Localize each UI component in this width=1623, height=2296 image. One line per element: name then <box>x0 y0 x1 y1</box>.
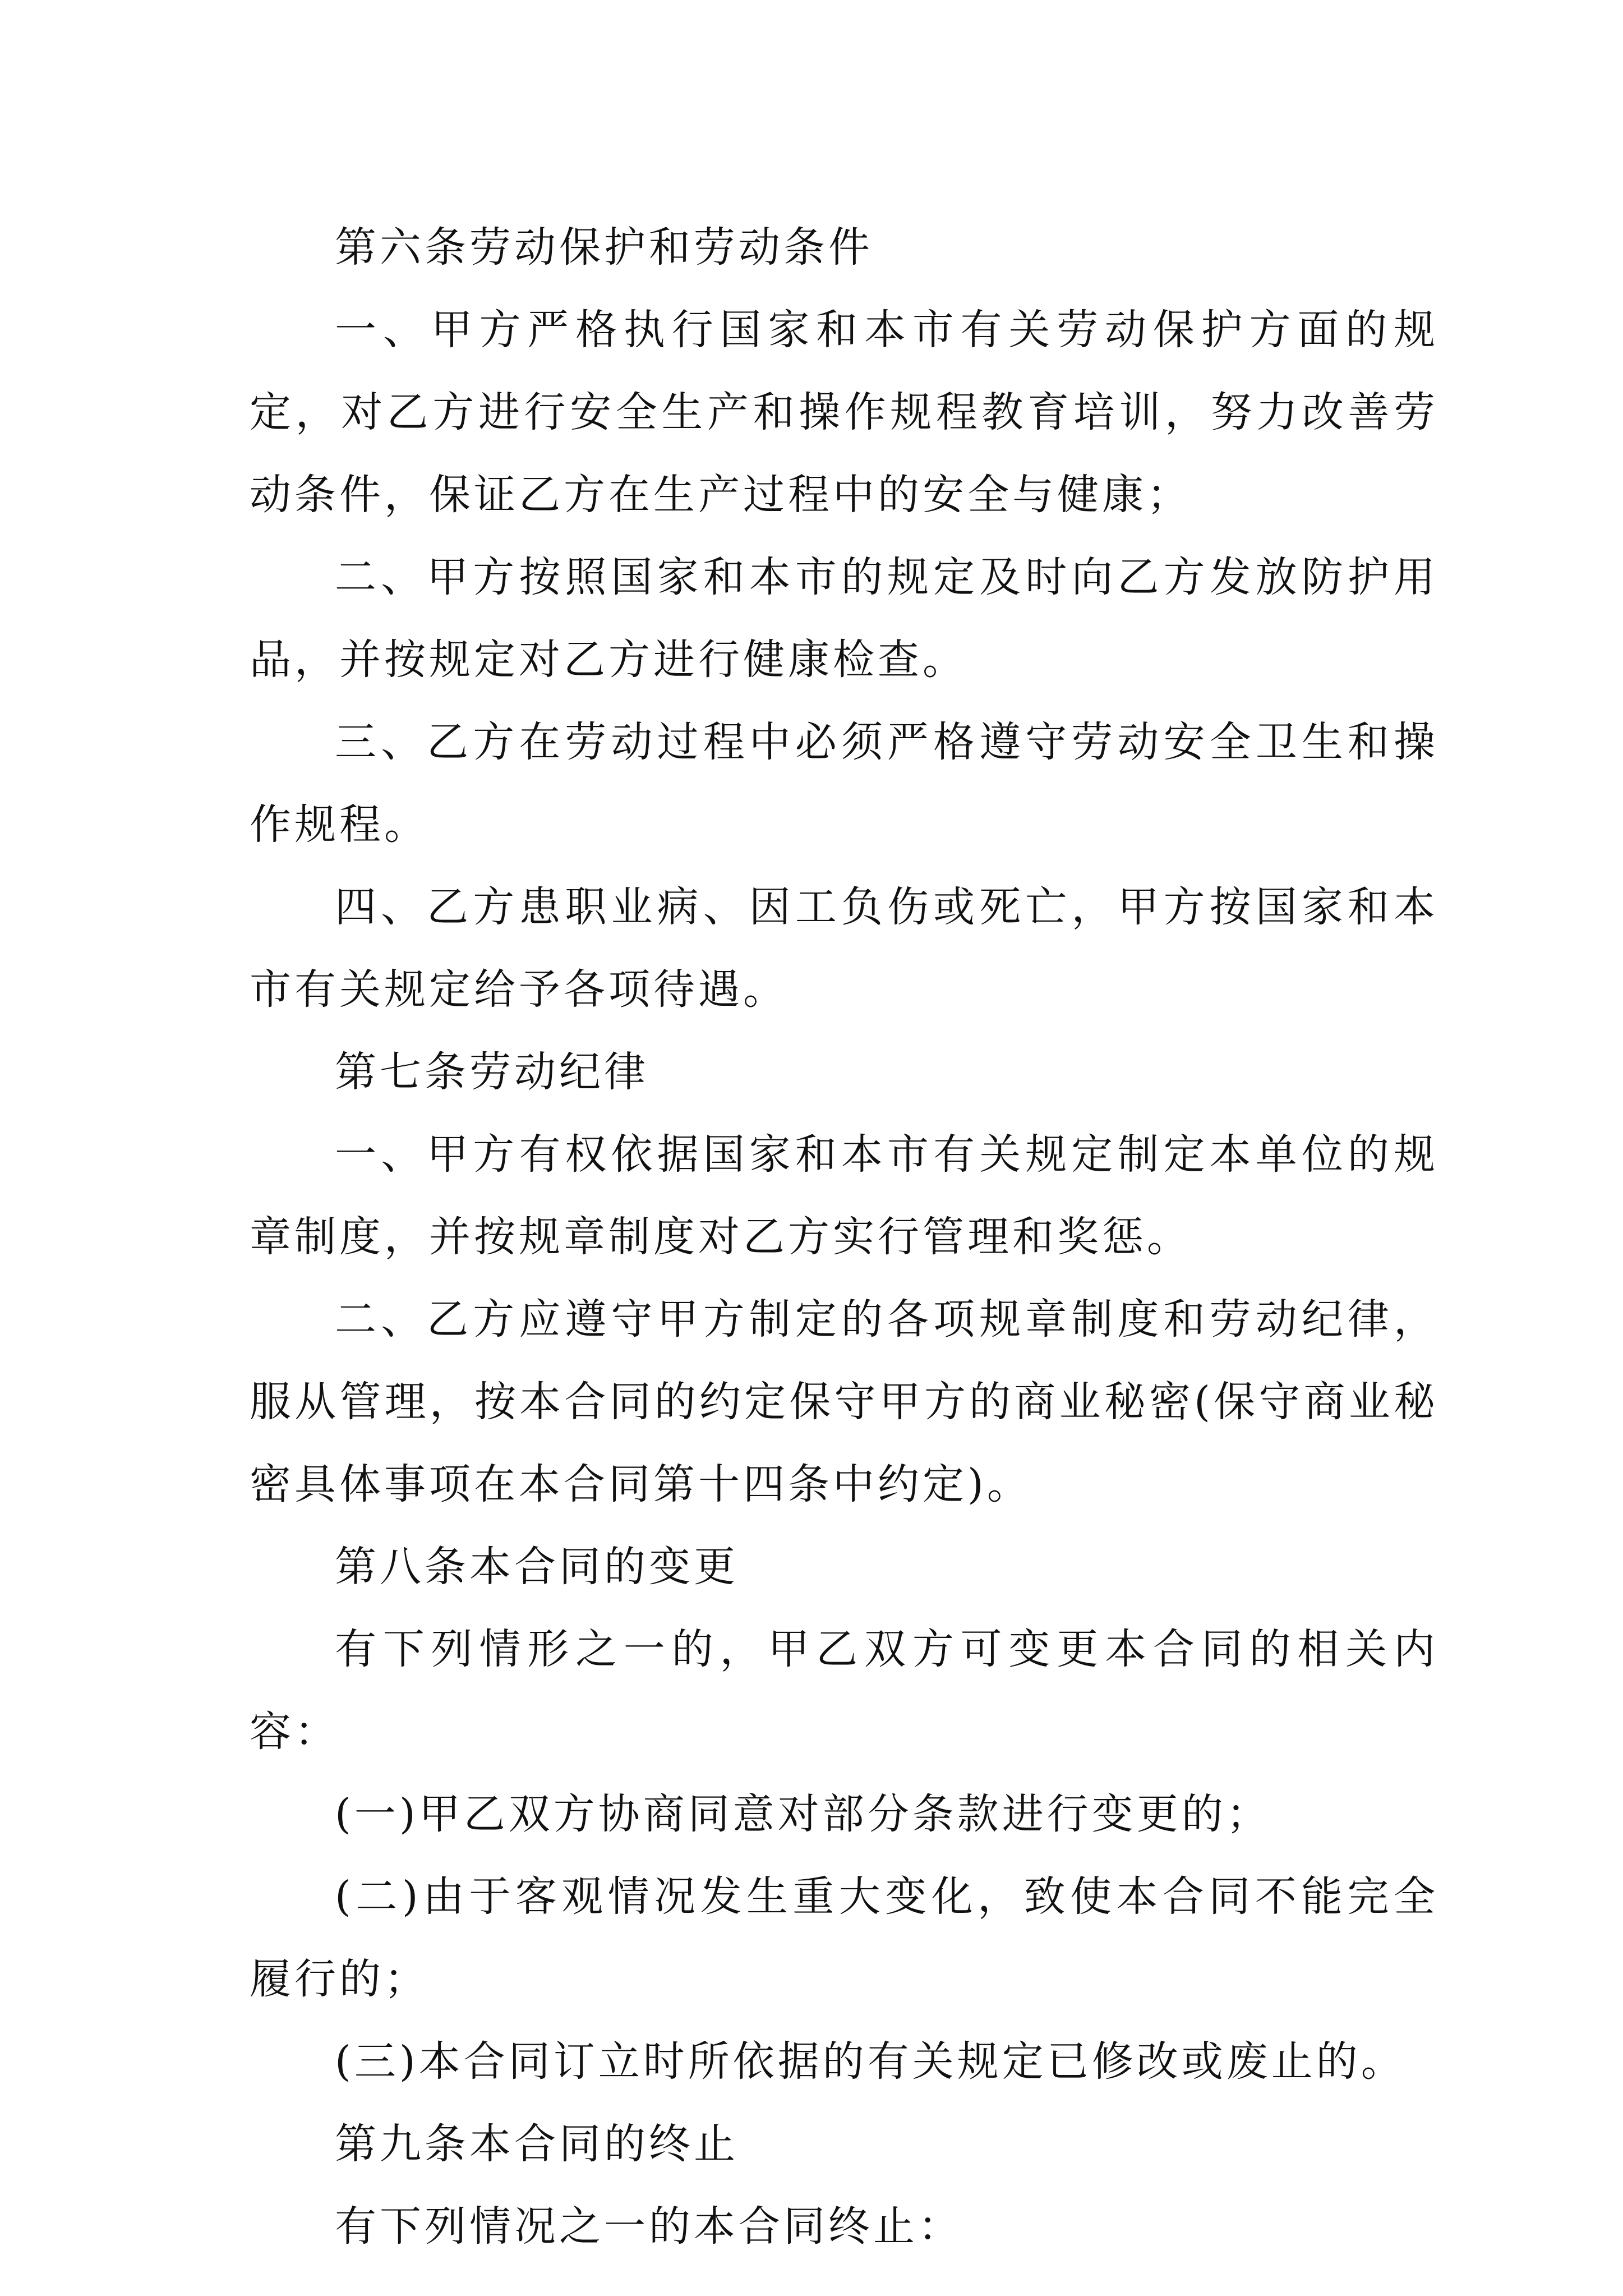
article-9-intro: 有下列情况之一的本合同终止： <box>335 2202 963 2251</box>
article-6-clause-3: 三、乙方在劳动过程中必须严格遵守劳动安全卫生和操作规程。 <box>250 718 1438 849</box>
article-8-intro: 有下列情形之一的，甲乙双方可变更本合同的相关内容： <box>250 1625 1438 1756</box>
article-6-clause-2: 二、甲方按照国家和本市的规定及时向乙方发放防护用品，并按规定对乙方进行健康检查。 <box>250 553 1438 684</box>
article-8-item-3: (三)本合同订立时所依据的有关规定已修改或废止的。 <box>335 2037 1406 2086</box>
article-6-clause-1: 一、甲方严格执行国家和本市有关劳动保护方面的规定，对乙方进行安全生产和操作规程教育培训，努力改善劳动条件，保证乙方在生产过程中的安全与健康； <box>250 306 1438 519</box>
article-6-heading: 第六条劳动保护和劳动条件 <box>335 223 873 272</box>
article-7-heading: 第七条劳动纪律 <box>335 1048 649 1096</box>
article-9-heading: 第九条本合同的终止 <box>335 2120 739 2168</box>
article-7-clause-1: 一、甲方有权依据国家和本市有关规定制定本单位的规章制度，并按规章制度对乙方实行管理和奖惩。 <box>250 1130 1438 1261</box>
document-body <box>250 206 1438 2268</box>
article-8-item-1: (一)甲乙双方协商同意对部分条款进行变更的； <box>335 1790 1271 1838</box>
article-8-item-2: (二)由于客观情况发生重大变化，致使本合同不能完全履行的； <box>250 1872 1438 2003</box>
article-7-clause-2: 二、乙方应遵守甲方制定的各项规章制度和劳动纪律，服从管理，按本合同的约定保守甲方的商业秘密(保守商业秘密具体事项在本合同第十四条中约定)。 <box>250 1295 1438 1508</box>
article-6-clause-4: 四、乙方患职业病、因工负伤或死亡，甲方按国家和本市有关规定给予各项待遇。 <box>250 883 1438 1014</box>
article-8-heading: 第八条本合同的变更 <box>335 1543 739 1591</box>
